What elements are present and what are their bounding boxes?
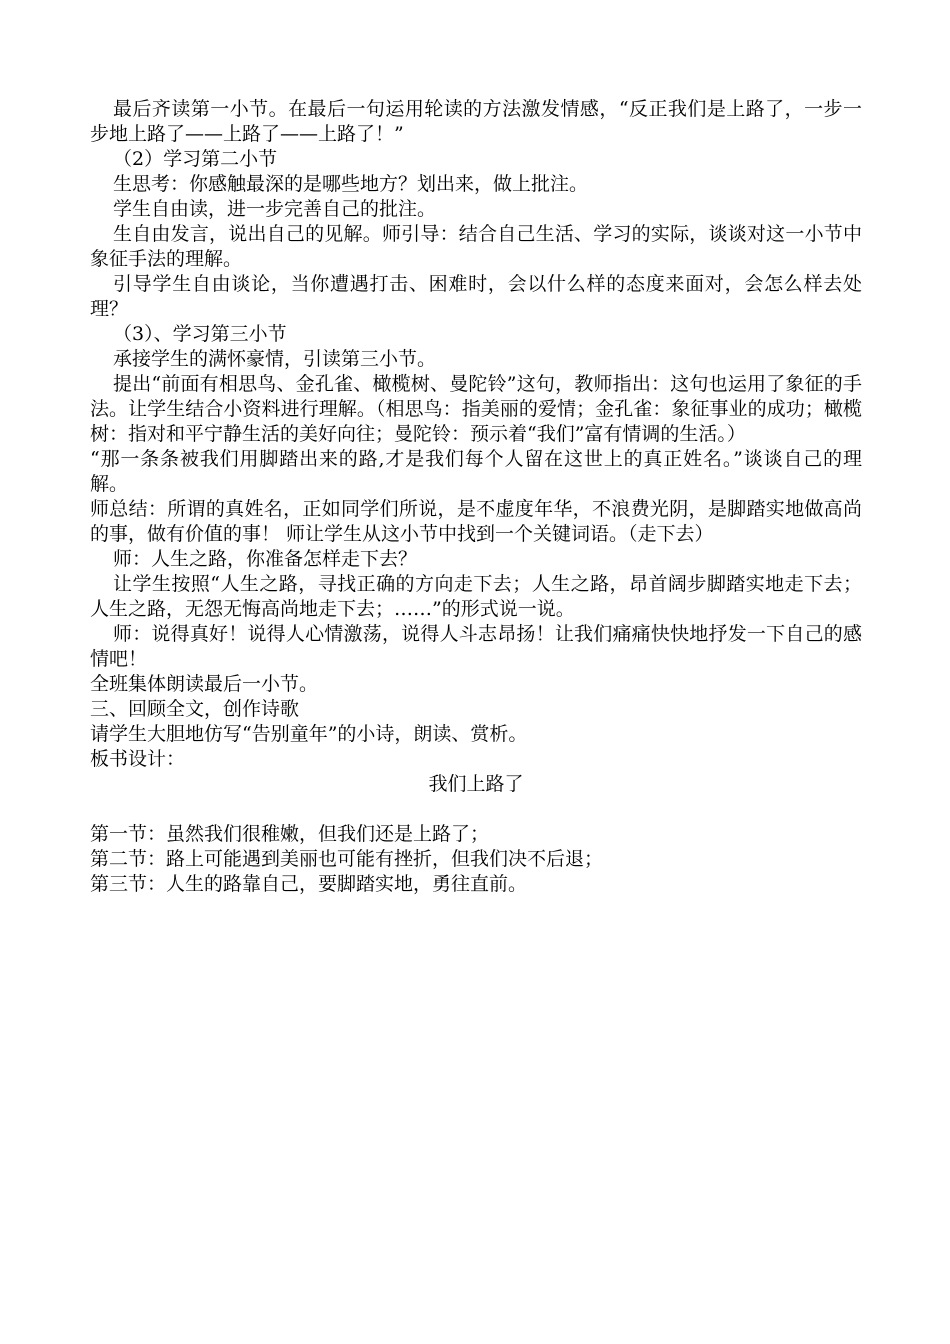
paragraph-student-free-reading: 学生自由读，进一步完善自己的批注。 bbox=[113, 198, 437, 220]
heading-study-section-two: （2）学习第二小节 bbox=[113, 148, 278, 170]
paragraph-imitation-writing: 请学生大胆地仿写“告别童年”的小诗，朗读、赏析。 bbox=[90, 723, 528, 745]
document-page bbox=[90, 97, 862, 897]
paragraph-symbolism-explanation: 提出“前面有相思鸟、金孔雀、橄榄树、曼陀铃”这句，教师指出：这句也运用了象征的手法。让学生结合小资料进行理解。（相思鸟：指美丽的爱情；金孔雀：象征事业的成功；橄榄树：指对和平宁静生活的美好向往；曼陀铃：预示着“我们”富有情调的生活。） bbox=[90, 373, 862, 445]
board-spacer bbox=[90, 797, 862, 822]
paragraph-student-speech: 生自由发言，说出自己的见解。师引导：结合自己生活、学习的实际，谈谈对这一小节中象征手法的理解。 bbox=[90, 223, 862, 270]
heading-study-section-three: （3）、学习第三小节 bbox=[113, 323, 287, 345]
paragraph-true-name-quote: “那一条条被我们用脚踏出来的路,才是我们每个人留在这世上的真正姓名。”谈谈自己的理解。 bbox=[90, 448, 862, 495]
heading-board-design: 板书设计： bbox=[90, 748, 186, 770]
paragraph-final-reading-section-one: 最后齐读第一小节。在最后一句运用轮读的方法激发情感，“反正我们是上路了，一步一步地上路了——上路了——上路了！” bbox=[90, 98, 862, 145]
paragraph-teacher-summary: 师总结：所谓的真姓名，正如同学们所说，是不虚度年华，不浪费光阴，是脚踏实地做高尚的事，做有价值的事！ 师让学生从这小节中找到一个关键词语。（走下去） bbox=[90, 498, 862, 545]
paragraph-teacher-question: 师：人生之路，你准备怎样走下去？ bbox=[113, 548, 418, 570]
paragraph-teacher-praise: 师：说得真好！说得人心情激荡，说得人斗志昂扬！让我们痛痛快快地抒发一下自己的感情吧！ bbox=[90, 623, 862, 670]
paragraph-class-reading: 全班集体朗读最后一小节。 bbox=[90, 673, 319, 695]
board-line-section-one: 第一节：虽然我们很稚嫩，但我们还是上路了； bbox=[90, 823, 490, 845]
paragraph-student-thinking: 生思考：你感触最深的是哪些地方？划出来，做上批注。 bbox=[113, 173, 589, 195]
paragraph-sentence-pattern: 让学生按照“人生之路，寻找正确的方向走下去；人生之路，昂首阔步脚踏实地走下去；人生之路，无怨无悔高尚地走下去；……”的形式说一说。 bbox=[90, 573, 862, 620]
paragraph-lead-reading: 承接学生的满怀豪情，引读第三小节。 bbox=[113, 348, 437, 370]
board-title: 我们上路了 bbox=[428, 773, 524, 795]
paragraph-guided-discussion: 引导学生自由谈论，当你遭遇打击、困难时，会以什么样的态度来面对，会怎么样去处理？ bbox=[90, 273, 862, 320]
board-line-section-two: 第二节：路上可能遇到美丽也可能有挫折，但我们决不后退； bbox=[90, 848, 604, 870]
heading-review-and-create: 三、回顾全文，创作诗歌 bbox=[90, 698, 300, 720]
board-line-section-three: 第三节：人生的路靠自己，要脚踏实地，勇往直前。 bbox=[90, 873, 528, 895]
